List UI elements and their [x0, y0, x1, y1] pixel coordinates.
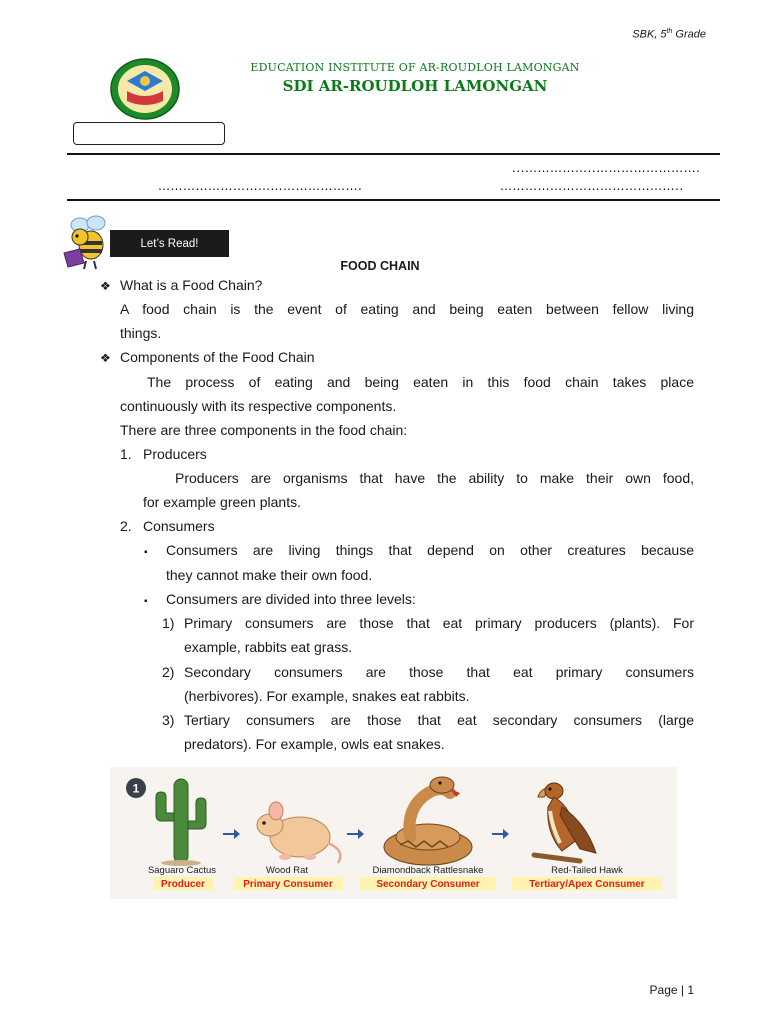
list-number: 2) — [162, 664, 175, 680]
institute-name: EDUCATION INSTITUTE OF AR-ROUDLOH LAMONGAN — [250, 61, 580, 74]
paragraph-2: There are three components in the food chain: — [120, 422, 408, 438]
list-number: 2. — [120, 518, 132, 534]
paragraph-1-line2: continuously with its respective components. — [120, 398, 397, 414]
list-number: 1) — [162, 615, 175, 631]
level-2-line1: Secondary consumers are those that eat primary consumers — [184, 664, 694, 680]
list-number: 1. — [120, 446, 132, 462]
question-1: What is a Food Chain? — [120, 277, 263, 293]
answer-1-line1: A food chain is the event of eating and being eaten between fellow living — [120, 301, 694, 317]
list-number: 3) — [162, 712, 175, 728]
consumers-b1-line1: Consumers are living things that depend on other creatures because — [166, 542, 694, 558]
level-3-line2: predators). For example, owls eat snakes. — [184, 736, 445, 752]
dots-right-1[interactable]: ...……………..……………………. — [512, 161, 701, 175]
item-producers: Producers — [143, 446, 207, 462]
consumers-b1-line2: they cannot make their own food. — [166, 567, 373, 583]
lets-read-banner: Let’s Read! — [110, 230, 229, 257]
figure-name-label: Wood Rat — [265, 865, 309, 876]
producers-desc-line2: for example green plants. — [143, 494, 301, 510]
list-item: ❖ — [100, 351, 111, 365]
level-3-line1: Tertiary consumers are those that eat secondary consumers (large — [184, 712, 694, 728]
page-number: Page | 1 — [649, 983, 694, 997]
name-box[interactable] — [73, 122, 225, 145]
arrow-icon — [492, 829, 509, 839]
school-name: SDI AR-ROUDLOH LAMONGAN — [282, 77, 548, 95]
hawk-icon — [534, 783, 596, 861]
producers-desc-line1: Producers are organisms that have the ability to make their own food, — [175, 470, 694, 486]
arrow-icon — [347, 829, 364, 839]
question-2: Components of the Food Chain — [120, 349, 315, 365]
list-item: ❖ — [100, 279, 111, 293]
snake-icon — [384, 777, 472, 865]
bottom-rule — [67, 199, 720, 201]
dots-right-2[interactable]: …………………………………….. — [500, 179, 684, 193]
figure-role-label: Tertiary/Apex Consumer — [529, 879, 645, 890]
page-title: FOOD CHAIN — [340, 259, 420, 273]
figure-role-label: Primary Consumer — [243, 879, 333, 890]
list-item: ▪ — [144, 596, 148, 607]
grade-label: SBK, 5th Grade — [632, 28, 706, 41]
figure-role-label: Secondary Consumer — [376, 879, 480, 890]
list-item: ▪ — [144, 547, 148, 558]
rat-icon — [257, 802, 340, 863]
food-chain-illustration — [110, 767, 677, 899]
top-rule — [67, 153, 720, 155]
consumers-b2: Consumers are divided into three levels: — [166, 591, 416, 607]
figure-number: 1 — [132, 781, 140, 796]
figure-name-label: Red-Tailed Hawk — [551, 865, 623, 876]
food-chain-figure — [110, 767, 677, 899]
paragraph-1-line1: The process of eating and being eaten in this food chain takes place — [147, 374, 694, 390]
figure-role-label: Producer — [161, 879, 205, 890]
figure-name-label: Diamondback Rattlesnake — [372, 865, 484, 876]
answer-1-line2: things. — [120, 325, 162, 341]
arrow-icon — [223, 829, 240, 839]
level-1-line1: Primary consumers are those that eat primary producers (plants). For — [184, 615, 694, 631]
level-1-line2: example, rabbits eat grass. — [184, 639, 353, 655]
cactus-icon — [156, 779, 206, 866]
figure-name-label: Saguaro Cactus — [147, 865, 217, 876]
level-2-line2: (herbivores). For example, snakes eat rabbits. — [184, 688, 470, 704]
item-consumers: Consumers — [143, 518, 215, 534]
dots-left-2[interactable]: …………………………………………. — [158, 179, 363, 193]
